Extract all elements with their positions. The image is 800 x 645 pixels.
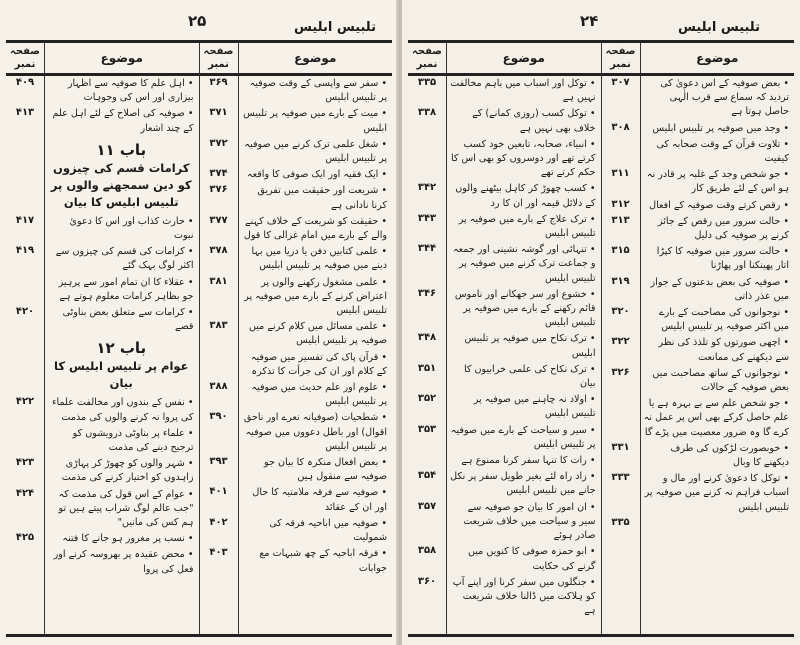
entry-page-number: ۴۲۴: [15, 487, 35, 499]
toc-entry: [6, 244, 199, 274]
entry-topic: • محض عقیدہ پر بھروسہ کرنے اور فعل کی پروا: [53, 549, 194, 575]
entry-page-number: ۳۵۸: [417, 545, 437, 557]
toc-entry: [200, 319, 393, 349]
entry-topic: • اچھی صورتوں کو تلذذ کی نظر سے دیکھنے کی ممانعت: [658, 337, 789, 363]
entry-page-number: ۴۱۷: [15, 214, 35, 226]
entry-page-number: ۴۰۱: [209, 486, 228, 498]
entry-topic: • صوفیہ کی اصلاح کے لئے اہل علم کے چند اشعار: [52, 108, 194, 134]
entry-topic: • علوم اور علم حدیث میں صوفیہ پر تلبیس ابلیس: [251, 382, 387, 408]
entry-topic: • زاد راہ لئے بغیر طویل سفر پر نکل جانے میں تلبیس ابلیس: [450, 471, 596, 497]
entry-page-number: ۴۲۳: [15, 457, 35, 469]
entry-topic: • رات کا تنہا سفر کرنا ممنوع ہے: [461, 455, 596, 467]
toc-entry: [200, 485, 393, 515]
entry-page-number: ۳۷۸: [209, 245, 228, 257]
entry-topic: • انبیاء، صحابہ، تابعین خود کسب کرتے تھے اور دوسروں کو بھی اس کا حکم کرتے تھے: [450, 138, 596, 179]
entry-topic: • اولاد نہ چاہنے میں صوفیہ پر تلبیس ابلیس: [473, 394, 596, 420]
entry-page-number: ۳۱۹: [611, 275, 630, 287]
entry-topic: • عوام کے اس قول کی مذمت کہ "جب عالم لوگ شراب پیتے ہیں تو ہم کس کی مانیں": [58, 488, 194, 529]
chapter-title: عوام پر تلبیس ابلیس کا بیان: [54, 359, 189, 391]
toc-entry: [602, 137, 795, 167]
entry-page-number: ۳۴۲: [417, 182, 437, 194]
toc-entry: [602, 366, 795, 396]
page-no-header: صفحہ نمبر: [6, 43, 45, 73]
toc-entry: [6, 214, 199, 244]
toc-entry: [408, 137, 601, 182]
toc-entry: [200, 380, 393, 410]
entry-topic: • قرآن پاک کی تفسیر میں صوفیہ کے کلام اور ان کی جرأت کا تذکرہ: [250, 351, 387, 377]
toc-entry: [408, 544, 601, 574]
toc-entry: [6, 531, 199, 547]
toc-entry: [602, 76, 795, 121]
entry-page-number: ۳۴۸: [417, 332, 437, 344]
toc-entry: [602, 396, 795, 441]
entry-page-number: ۳۵۱: [417, 362, 437, 374]
chapter-number: باب ۱۲: [96, 339, 147, 358]
toc-entry: [6, 76, 199, 106]
entry-page-number: ۴۲۲: [15, 396, 35, 408]
toc-entry: [200, 167, 393, 183]
entry-page-number: [602, 137, 640, 167]
entry-topic: • میت کے بارے میں صوفیہ پر تلبیس ابلیس: [243, 108, 387, 134]
toc-entry: [602, 244, 795, 274]
entry-page-number: ۴۰۲: [209, 516, 228, 528]
entry-topic: • اہل علم کا صوفیہ سے اظہار بیزاری اور اس کی وجوہات: [67, 78, 194, 104]
contents-body: [200, 76, 393, 634]
entry-topic: • شہر والوں کو چھوڑ کر پہاڑی زاہدوں کو اختیار کرنے کی مذمت: [61, 458, 194, 484]
chapter-title: کرامات قسم کی چیزوں کو دین سمجھنے والوں پر تلبیس ابلیس کا بیان: [50, 160, 192, 209]
toc-entry: [200, 214, 393, 244]
entry-page-number: ۳۸۳: [209, 320, 228, 332]
entry-topic: • ایک فقیہ اور ایک صوفی کا واقعہ: [246, 169, 387, 181]
entry-page-number: ۳۷۶: [209, 184, 228, 196]
toc-entry: [602, 516, 795, 530]
toc-entry: [200, 106, 393, 136]
toc-entry: [200, 410, 393, 455]
toc-entry: [408, 423, 601, 453]
entry-topic: • خشوع اور سر جھکانے اور ناموس قائم رکھنے کے بارے میں صوفیہ پر تلبیس ابلیس: [454, 288, 596, 329]
entry-topic: • صوفیہ میں اباحیہ فرقہ کی شمولیت: [269, 517, 387, 544]
toc-entry: [6, 106, 199, 136]
entry-page-number: ۳۰۸: [611, 121, 630, 133]
entry-topic: • نسب پر مغرور ہو جانے کا فتنہ: [62, 533, 194, 545]
entry-page-number: ۳۱۱: [611, 168, 630, 180]
entry-topic: • شریعت اور حقیقت میں تفریق کرنا نادانی ہے: [257, 185, 387, 211]
entry-topic: • تلاوت قرآن کے وقت صحابہ کی کیفیت: [656, 138, 789, 165]
entry-page-number: ۴۱۳: [15, 107, 35, 119]
entry-page-number: ۴۰۳: [209, 547, 228, 559]
entry-page-number: ۴۰۹: [15, 77, 35, 88]
entry-page-number: [6, 547, 44, 577]
toc-entry: [602, 121, 795, 137]
toc-entry: [200, 275, 393, 320]
entry-topic: • تنہائی اور گوشہ نشینی اور جمعہ و جماعت ترک کرنے میں صوفیہ پر تلبیس ابلیس: [452, 244, 596, 284]
toc-entry: [6, 395, 199, 425]
entry-topic: • فرقہ اباحیہ کے چھ شبہات مع جوابات: [259, 548, 387, 574]
entry-page-number: ۳۲۲: [611, 336, 630, 348]
toc-entry: [200, 137, 393, 167]
entry-topic: • جنگلوں میں سفر کرنا اور اپنے آپ کو ہلاکت میں ڈالنا خلاف شریعت ہے: [452, 576, 596, 617]
entry-topic: • علماء پر بناوٹی درویشوں کو ترجیح دینے کی مذمت: [72, 427, 194, 454]
contents-body: [602, 76, 795, 634]
entry-page-number: ۳۱۲: [611, 198, 630, 210]
entry-topic: • شطحیات (صوفیانہ نعرے اور ناحق اقوال) اور باطل دعووں میں صوفیہ پر تلبیس ابلیس: [243, 412, 387, 452]
entry-page-number: ۳۶۹: [209, 77, 228, 88]
topic-header: موضوع: [502, 51, 545, 65]
entry-page-number: ۳۶۰: [417, 575, 437, 587]
toc-entry: [408, 392, 601, 422]
toc-entry: [408, 469, 601, 499]
left-page: [0, 0, 398, 645]
entry-page-number: [6, 426, 44, 456]
entry-topic: • نوجوانوں کے ساتھ مصاحبت میں بعض صوفیہ کے حالات: [652, 367, 789, 394]
entry-topic: • صوفیہ سے فرقہ ملامتیہ کا حال اور ان کے عقائد: [252, 487, 387, 513]
entry-topic: • بعض صوفیہ کے اس دعویٰ کی تردید کہ سماع سے قرب الٰہی حاصل ہوتا ہے: [660, 78, 789, 118]
toc-entry: [408, 181, 601, 211]
entry-topic: • صوفیہ کی بعض بدعتوں کے جواز میں عذر ذاتی: [650, 276, 789, 302]
toc-entry: [602, 275, 795, 305]
page-no-header: صفحہ نمبر: [602, 43, 641, 73]
toc-entry: [6, 547, 199, 577]
entry-page-number: ۳۷۱: [209, 107, 228, 119]
toc-entry: [200, 183, 393, 213]
toc-entry: [408, 106, 601, 136]
entry-topic: • توکل کا دعویٰ کرنے اور مال و اسباب فراہم نہ کرنے میں صوفیہ پر تلبیس ابلیس: [644, 473, 789, 513]
entry-topic: • ترک علاج کے بارے میں صوفیہ پر تلبیس ابلیس: [458, 213, 596, 240]
entry-topic: • شغل علمی ترک کرنے میں صوفیہ پر تلبیس ابلیس: [244, 138, 387, 165]
entry-page-number: ۳۴۳: [417, 212, 437, 224]
entry-topic: • کرامات کی قسم کی چیزوں سے اکثر لوگ بہک گئے: [55, 246, 194, 272]
running-title: تلبیس ابلیس: [293, 20, 376, 35]
entry-topic: • حارث کذاب اور اس کا دعوئ نبوت: [69, 215, 194, 242]
toc-entry: [602, 471, 795, 516]
entry-topic: • وجد میں صوفیہ پر تلبیس ابلیس: [652, 122, 789, 134]
entry-page-number: ۳۲۰: [611, 306, 630, 318]
contents-body: [6, 76, 199, 634]
contents-table: [408, 40, 794, 637]
entry-page-number: ۴۲۰: [15, 306, 35, 318]
entry-topic: • جو شخص وجد کے غلبہ پر قادر نہ ہو اس کے لئے طریق کار: [646, 169, 789, 195]
entry-topic: • خوبصورت لڑکوں کی طرف دیکھنے کا وبال: [670, 442, 789, 469]
toc-entry: [408, 242, 601, 287]
toc-entry: [200, 244, 393, 274]
toc-entry: [602, 335, 795, 365]
running-title: تلبیس ابلیس: [677, 20, 760, 35]
entry-page-number: [408, 137, 446, 182]
entry-page-number: ۴۲۵: [15, 532, 35, 544]
toc-entry: [200, 546, 393, 576]
topic-header: موضوع: [294, 51, 337, 65]
toc-entry: [6, 456, 199, 486]
entry-topic: • ترک نکاح میں صوفیہ پر تلبیس ابلیس: [464, 333, 596, 359]
entry-page-number: ۳۴۶: [417, 287, 437, 299]
chapter-number: باب ۱۱: [96, 140, 147, 159]
page-number: ۲۴: [580, 12, 599, 30]
entry-page-number: ۳۳۱: [611, 441, 630, 453]
entry-page-number: ۳۸۱: [209, 275, 228, 287]
toc-entry: [602, 198, 795, 214]
toc-entry: [602, 441, 795, 471]
toc-entry: [408, 212, 601, 242]
entry-page-number: [200, 350, 238, 380]
entry-topic: • حالت سرور میں صوفیہ کا کپڑا اتار پھینکنا اور پھاڑنا: [656, 246, 789, 272]
entry-topic: • علمی کتابیں دفن یا دریا میں بہا دینے میں صوفیہ پر تلبیس ابلیس: [251, 246, 387, 272]
entry-topic: • سیر و سیاحت کے بارے میں صوفیہ پر تلبیس ابلیس: [450, 424, 596, 450]
topic-header: موضوع: [696, 51, 739, 65]
contents-body: [408, 76, 601, 634]
entry-page-number: ۳۳۵: [417, 77, 437, 88]
toc-entry: [200, 76, 393, 106]
toc-entry: [200, 455, 393, 485]
toc-entry: [408, 76, 601, 106]
right-page: [402, 0, 800, 645]
entry-page-number: ۳۷۷: [209, 214, 228, 226]
toc-entry: [408, 575, 601, 620]
contents-table: [6, 40, 392, 637]
chapter-heading: [44, 335, 199, 395]
entry-topic: • نوجوانوں کی مصاحبت کے بارے میں اکثر صوفیہ پر تلبیس ابلیس: [659, 307, 789, 333]
entry-page-number: ۳۵۲: [417, 393, 437, 405]
entry-page-number: ۳۵۷: [417, 500, 437, 512]
entry-topic: • حالت سرور میں رقص کے جائز کرنے پر صوفیہ کی دلیل: [657, 215, 789, 242]
toc-entry: [408, 500, 601, 545]
toc-entry: [602, 305, 795, 335]
topic-header: موضوع: [100, 51, 143, 65]
entry-page-number: ۳۷۴: [209, 168, 228, 180]
toc-entry: [602, 214, 795, 244]
entry-page-number: [602, 396, 640, 441]
entry-topic: • کسب چھوڑ کر کاہل بیٹھنے والوں کے دلائل قیمہ اور ان کا رد: [455, 183, 596, 209]
entry-page-number: ۳۵۴: [417, 470, 437, 482]
entry-page-number: ۳۳۳: [611, 472, 630, 484]
entry-page-number: ۳۸۸: [209, 381, 228, 393]
entry-topic: • رقص کرتے وقت صوفیہ کے افعال: [649, 199, 789, 211]
toc-entry: [408, 287, 601, 332]
entry-topic: • عقلاء کا ان تمام امور سے پرہیز جو بظاہر کرامات معلوم ہوتے ہے: [58, 276, 194, 302]
toc-entry: [6, 487, 199, 532]
entry-page-number: ۳۷۲: [209, 137, 228, 149]
page-number: ۲۵: [188, 12, 207, 30]
entry-topic: • بعض افعال منکرہ کا بیان جو صوفیہ سے منقول ہیں: [264, 457, 387, 483]
entry-topic: • ترک نکاح کی علمی خرابیوں کا بیان: [463, 363, 596, 390]
entry-page-number: ۳۰۷: [611, 77, 630, 88]
entry-topic: • کرامات سے متعلق بعض بناوٹی قصے: [62, 307, 194, 333]
chapter-heading: [44, 137, 199, 214]
entry-topic: • سفر سے واپسی کے وقت صوفیہ پر تلبیس ابلیس: [249, 78, 387, 104]
entry-page-number: ۳۱۳: [611, 214, 630, 226]
entry-topic: • جو شخص علم سے بے بہرہ ہے یا علم حاصل کرکے بھی اس پر عمل نہ کرے گا وہ ضرور معصیت میں پڑے گا: [643, 398, 789, 438]
page-no-header: صفحہ نمبر: [200, 43, 239, 73]
entry-topic: • علمی مسائل میں کلام کرنے میں صوفیہ پر تلبیس ابلیس: [248, 321, 387, 347]
entry-page-number: ۳۵۳: [417, 423, 437, 435]
entry-topic: • توکل اور اسباب میں باہم مخالفت نہیں ہے: [450, 78, 596, 104]
toc-entry: [408, 362, 601, 392]
contents-column-right: [199, 43, 393, 634]
entry-page-number: ۳۹۰: [209, 411, 228, 423]
entry-page-number: ۳۳۸: [417, 107, 437, 119]
entry-topic: • ان امور کا بیان جو صوفیہ سے سیر و سیاحت میں خلاف شریعت صادر ہوئے: [463, 501, 596, 542]
entry-page-number: ۳۲۶: [611, 366, 630, 378]
entry-page-number: ۴۱۹: [15, 245, 35, 257]
entry-topic: • ابو حمزہ صوفی کا کنویں میں گرنے کی حکایت: [467, 546, 596, 572]
toc-entry: [408, 331, 601, 361]
page-no-header: صفحہ نمبر: [408, 43, 447, 73]
contents-column-left: [408, 43, 601, 634]
toc-entry: [602, 167, 795, 197]
entry-page-number: ۳۳۵: [611, 516, 630, 528]
entry-topic: • علمی مشغول رکھنے والوں پر اعتراض کرنے کے بارے میں صوفیہ پر تلبیس ابلیس: [244, 276, 387, 317]
entry-page-number: [6, 275, 44, 305]
toc-entry: [200, 350, 393, 380]
entry-topic: • نفس کے بندوں اور مخالفت علماء کی پروا نہ کرنے والوں کی مذمت: [52, 397, 194, 423]
toc-entry: [408, 453, 601, 469]
toc-entry: [6, 275, 199, 305]
contents-column-right: [601, 43, 795, 634]
toc-entry: [200, 516, 393, 546]
toc-entry: [6, 426, 199, 456]
entry-page-number: ۳۱۵: [611, 245, 630, 257]
entry-page-number: ۳۴۴: [417, 243, 437, 255]
entry-topic: [640, 516, 795, 530]
entry-page-number: ۳۹۳: [209, 456, 228, 468]
entry-page-number: [408, 453, 446, 469]
contents-column-left: [6, 43, 199, 634]
entry-topic: • حقیقت کو شریعت کے خلاف کہنے والے کے بارے میں امام غزالی کا قول: [243, 215, 387, 242]
toc-entry: [6, 305, 199, 335]
entry-topic: • توکل کسب (روزی کمانے) کے خلاف بھی نہیں ہے: [472, 108, 596, 134]
